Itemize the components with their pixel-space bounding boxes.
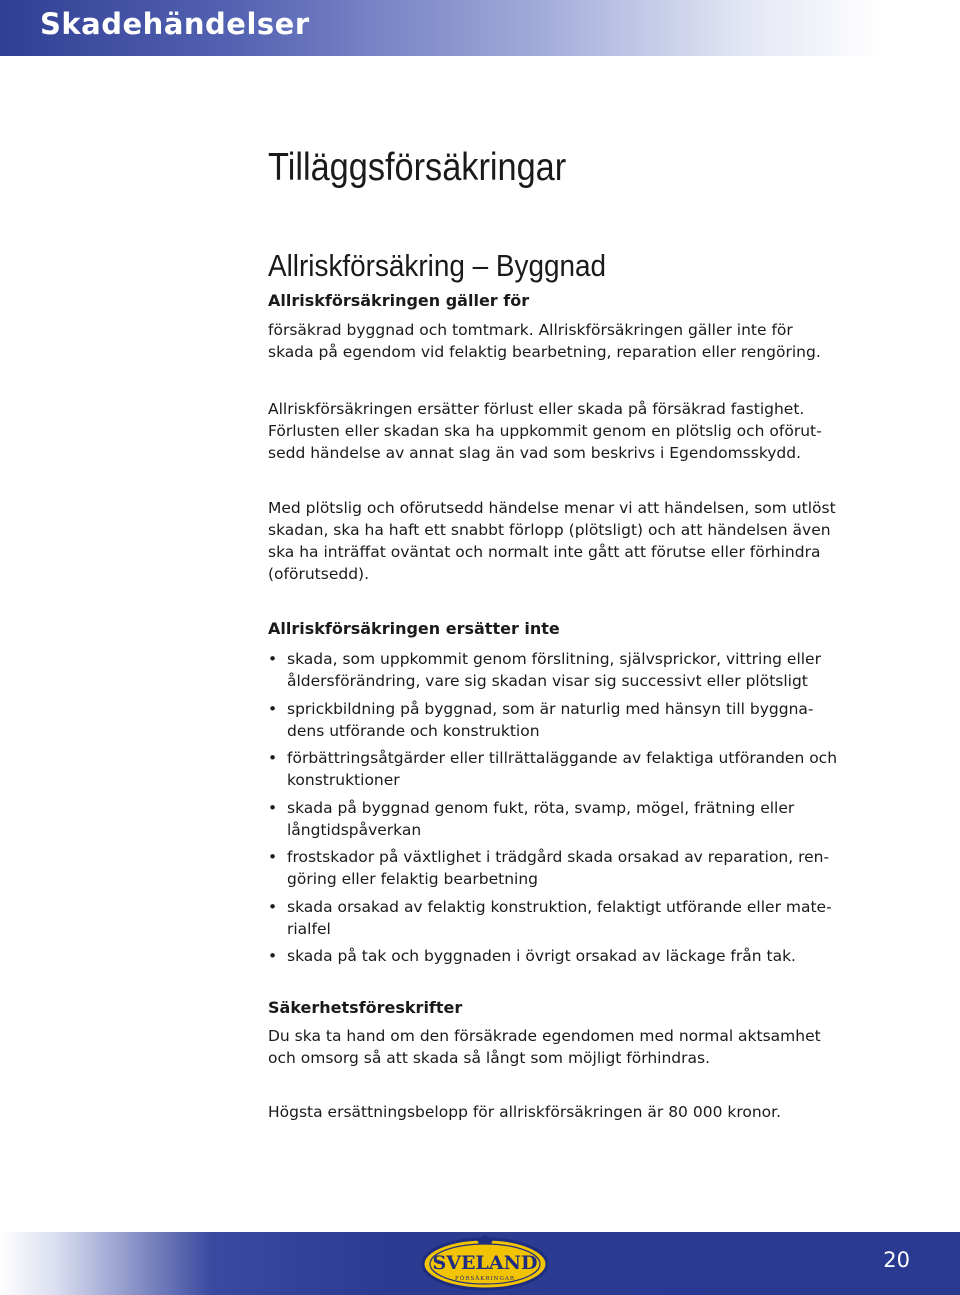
bullet-icon: • bbox=[268, 650, 278, 668]
bullet-icon: • bbox=[268, 798, 278, 817]
sudden-line: (oförutsedd). bbox=[268, 565, 370, 583]
exclusions-heading: Allriskförsäkringen ersätter inte bbox=[268, 619, 560, 638]
list-item: • skada orsakad av felaktig konstruktion, felaktigt utförande eller mate- rialfel bbox=[268, 897, 832, 938]
bullet-icon: • bbox=[268, 897, 278, 916]
safety-section bbox=[268, 997, 868, 1069]
list-item: • skada på tak och byggnaden i övrigt orsakad av läckage från tak. bbox=[268, 947, 796, 965]
bullet-icon: • bbox=[268, 749, 278, 767]
logo-text: SVELAND bbox=[432, 1252, 538, 1274]
covers-paragraph bbox=[268, 398, 868, 464]
page-number: 20 bbox=[883, 1248, 910, 1272]
max-amount-text: Högsta ersättningsbelopp för allriskförsäkringen är 80 000 kronor. bbox=[268, 1103, 782, 1121]
section-title: Allriskförsäkring – Byggnad bbox=[268, 248, 607, 283]
exclusions-section bbox=[268, 618, 868, 973]
sudden-line: Med plötslig och oförutsedd händelse menar vi att händelsen, som utlöst bbox=[268, 499, 836, 517]
header-title: Skadehändelser bbox=[40, 7, 310, 41]
list-item: • skada, som uppkommit genom förslitning, självsprickor, vittring eller åldersförändring, vare sig skadan visar sig successivt eller plötsligt bbox=[268, 650, 821, 690]
sudden-line: skadan, ska ha haft ett snabbt förlopp (plötsligt) och att händelsen även bbox=[268, 521, 831, 539]
covers-line: Förlusten eller skadan ska ha uppkommit genom en plötslig och oförut- bbox=[268, 422, 822, 440]
sveland-logo bbox=[420, 1234, 550, 1292]
max-amount-paragraph bbox=[268, 1101, 868, 1123]
header-band bbox=[0, 0, 960, 56]
applies-heading: Allriskförsäkringen gäller för bbox=[268, 291, 530, 310]
page-title: Tilläggsförsäkringar bbox=[268, 146, 567, 189]
applies-line: försäkrad byggnad och tomtmark. Allriskförsäkringen gäller inte för bbox=[268, 321, 793, 339]
logo-subtext: FÖRSÄKRINGAR bbox=[455, 1276, 515, 1282]
applies-paragraph bbox=[268, 290, 868, 363]
bullet-icon: • bbox=[268, 947, 278, 965]
bullet-icon: • bbox=[268, 848, 278, 866]
crown-icon bbox=[477, 1235, 493, 1244]
exclusions-list bbox=[268, 648, 868, 967]
list-item: • frostskador på växtlighet i trädgård skada orsakad av reparation, ren- göring eller felaktig bearbetning bbox=[268, 848, 830, 888]
sudden-event-paragraph bbox=[268, 497, 868, 585]
safety-line: och omsorg så att skada så långt som möjligt förhindras. bbox=[268, 1049, 710, 1067]
list-item: • sprickbildning på byggnad, som är naturlig med hänsyn till byggna- dens utförande och konstruktion bbox=[268, 699, 814, 740]
safety-line: Du ska ta hand om den försäkrade egendomen med normal aktsamhet bbox=[268, 1027, 821, 1045]
covers-line: sedd händelse av annat slag än vad som beskrivs i Egendomsskydd. bbox=[268, 444, 802, 462]
sudden-line: ska ha inträffat oväntat och normalt inte gått att förutse eller förhindra bbox=[268, 543, 821, 561]
covers-line: Allriskförsäkringen ersätter förlust eller skada på försäkrad fastighet. bbox=[268, 400, 805, 418]
applies-line: skada på egendom vid felaktig bearbetning, reparation eller rengöring. bbox=[268, 343, 821, 361]
list-item: • förbättringsåtgärder eller tillrättaläggande av felaktiga utföranden och konstruktioner bbox=[268, 749, 838, 789]
safety-heading: Säkerhetsföreskrifter bbox=[268, 998, 463, 1017]
bullet-icon: • bbox=[268, 699, 278, 718]
list-item: • skada på byggnad genom fukt, röta, svamp, mögel, frätning eller långtidspåverkan bbox=[268, 798, 795, 839]
